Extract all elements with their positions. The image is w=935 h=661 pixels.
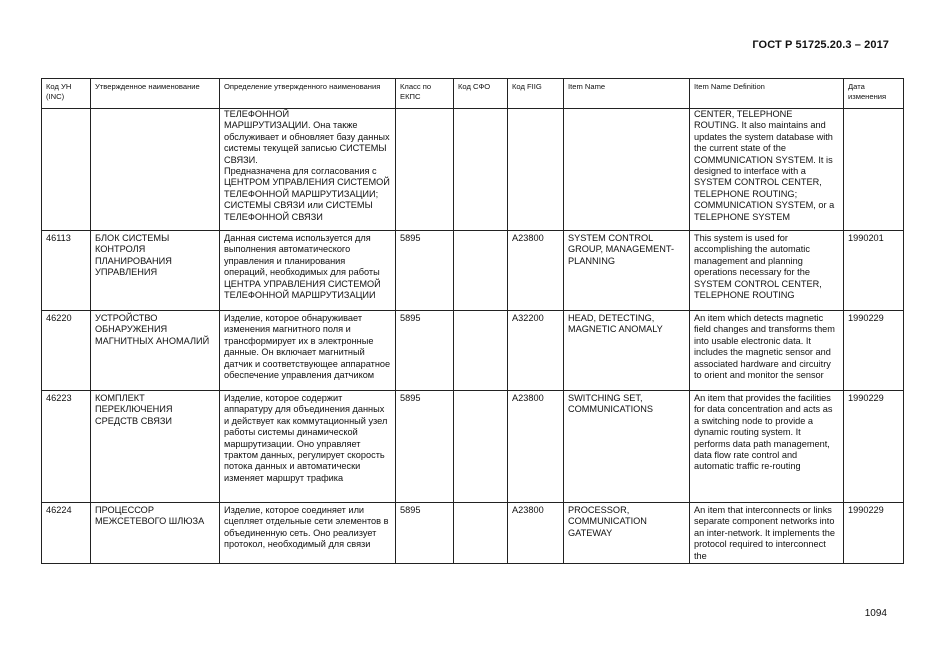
cell-ekps-class xyxy=(396,109,454,231)
column-header-ekps-class: Класс по ЕКПС xyxy=(396,79,454,109)
cell-item-name-definition: An item which detects magnetic field changes and transforms them into usable electronic data. It includes the magnetic sensor and associated hardware and circuitry to orient and monitor the sensor xyxy=(690,311,844,391)
cell-approved-name: БЛОК СИСТЕМЫ КОНТРОЛЯ ПЛАНИРОВАНИЯ УПРАВЛЕНИЯ xyxy=(91,231,220,311)
cell-sfo-code xyxy=(454,311,508,391)
document-standard-number: ГОСТ Р 51725.20.3 – 2017 xyxy=(752,39,889,51)
cell-item-name: PROCESSOR, COMMUNICATION GATEWAY xyxy=(564,503,690,564)
column-header-item-name: Item Name xyxy=(564,79,690,109)
table-header-row xyxy=(42,79,904,109)
cell-change-date xyxy=(844,109,904,231)
cell-approved-name: УСТРОЙСТВО ОБНАРУЖЕНИЯ МАГНИТНЫХ АНОМАЛИЙ xyxy=(91,311,220,391)
page-number: 1094 xyxy=(864,608,887,619)
cell-sfo-code xyxy=(454,391,508,503)
cell-item-name-definition: This system is used for accomplishing the automatic management and planning operations necessary for the SYSTEM CONTROL CENTER, TELEPHONE ROUTING xyxy=(690,231,844,311)
cell-approved-name xyxy=(91,109,220,231)
column-header-fiig-code: Код FIIG xyxy=(508,79,564,109)
cell-sfo-code xyxy=(454,231,508,311)
cell-sfo-code xyxy=(454,503,508,564)
cell-definition: Изделие, которое соединяет или сцепляет отдельные сети элементов в объединенную сеть. Оно реализует протокол, необходимый для связи xyxy=(220,503,396,564)
cell-item-name-definition: An item that provides the facilities for data concentration and acts as a switching node to provide a dynamic routing system. It performs data path management, data flow rate control and automatic traffic re-routing xyxy=(690,391,844,503)
cell-item-name: SYSTEM CONTROL GROUP, MANAGEMENT-PLANNING xyxy=(564,231,690,311)
cell-ekps-class: 5895 xyxy=(396,391,454,503)
cell-item-name: SWITCHING SET, COMMUNICATIONS xyxy=(564,391,690,503)
cell-fiig-code xyxy=(508,109,564,231)
cell-item-name xyxy=(564,109,690,231)
cell-change-date: 1990229 xyxy=(844,503,904,564)
column-header-approved-name: Утвержденное наименование xyxy=(91,79,220,109)
cell-item-name: HEAD, DETECTING, MAGNETIC ANOMALY xyxy=(564,311,690,391)
cell-approved-name: КОМПЛЕКТ ПЕРЕКЛЮЧЕНИЯ СРЕДСТВ СВЯЗИ xyxy=(91,391,220,503)
column-header-item-name-definition: Item Name Definition xyxy=(690,79,844,109)
cell-inc xyxy=(42,109,91,231)
column-header-change-date: Дата изменения xyxy=(844,79,904,109)
cell-definition: Изделие, которое содержит аппаратуру для объединения данных и действует как коммутационный узел работы системы динамической маршрутизации. Оно управляет трактом данных, регулирует скорость потока данных и автоматически изменяет маршрут трафика xyxy=(220,391,396,503)
cell-definition: Данная система используется для выполнения автоматического управления и планирования операций, необходимых для работы ЦЕНТРА УПРАВЛЕНИЯ СИСТЕМОЙ ТЕЛЕФОННОЙ МАРШРУТИЗАЦИИ xyxy=(220,231,396,311)
cell-item-name-definition: An item that interconnects or links separate component networks into an inter-network. It implements the protocol required to interconnect the xyxy=(690,503,844,564)
item-name-table xyxy=(41,78,904,564)
cell-change-date: 1990201 xyxy=(844,231,904,311)
cell-fiig-code: A23800 xyxy=(508,231,564,311)
table-row xyxy=(42,503,904,564)
table-row xyxy=(42,109,904,231)
column-header-definition: Определение утвержденного наименования xyxy=(220,79,396,109)
cell-ekps-class: 5895 xyxy=(396,231,454,311)
cell-inc: 46113 xyxy=(42,231,91,311)
cell-fiig-code: A23800 xyxy=(508,391,564,503)
cell-inc: 46224 xyxy=(42,503,91,564)
cell-item-name-definition: CENTER, TELEPHONE ROUTING. It also maintains and updates the system database with the current state of the COMMUNICATION SYSTEM. It is designed to interface with a SYSTEM CONTROL CENTER, TELEPHONE ROUTING; COMMUNICATION SYSTEM, or a TELEPHONE SYSTEM xyxy=(690,109,844,231)
cell-change-date: 1990229 xyxy=(844,311,904,391)
table-row xyxy=(42,311,904,391)
cell-definition: ТЕЛЕФОННОЙ МАРШРУТИЗАЦИИ. Она также обслуживает и обновляет базу данных системы текущей записью СИСТЕМЫ СВЯЗИ. Предназначена для согласования с ЦЕНТРОМ УПРАВЛЕНИЯ СИСТЕМОЙ ТЕЛЕФОННОЙ МАРШРУТИЗАЦИИ; СИСТЕМЫ СВЯЗИ или СИСТЕМЫ ТЕЛЕФОННОЙ СВЯЗИ xyxy=(220,109,396,231)
cell-sfo-code xyxy=(454,109,508,231)
cell-ekps-class: 5895 xyxy=(396,311,454,391)
column-header-inc: Код УН (INC) xyxy=(42,79,91,109)
cell-fiig-code: A32200 xyxy=(508,311,564,391)
column-header-sfo-code: Код СФО xyxy=(454,79,508,109)
cell-inc: 46223 xyxy=(42,391,91,503)
cell-inc: 46220 xyxy=(42,311,91,391)
cell-definition: Изделие, которое обнаруживает изменения магнитного поля и трансформирует их в электронные данные. Он включает магнитный датчик и соответствующее аппаратное обеспечение управления датчиком xyxy=(220,311,396,391)
table-row xyxy=(42,391,904,503)
cell-approved-name: ПРОЦЕССОР МЕЖСЕТЕВОГО ШЛЮЗА xyxy=(91,503,220,564)
cell-ekps-class: 5895 xyxy=(396,503,454,564)
cell-fiig-code: A23800 xyxy=(508,503,564,564)
table-row xyxy=(42,231,904,311)
cell-change-date: 1990229 xyxy=(844,391,904,503)
